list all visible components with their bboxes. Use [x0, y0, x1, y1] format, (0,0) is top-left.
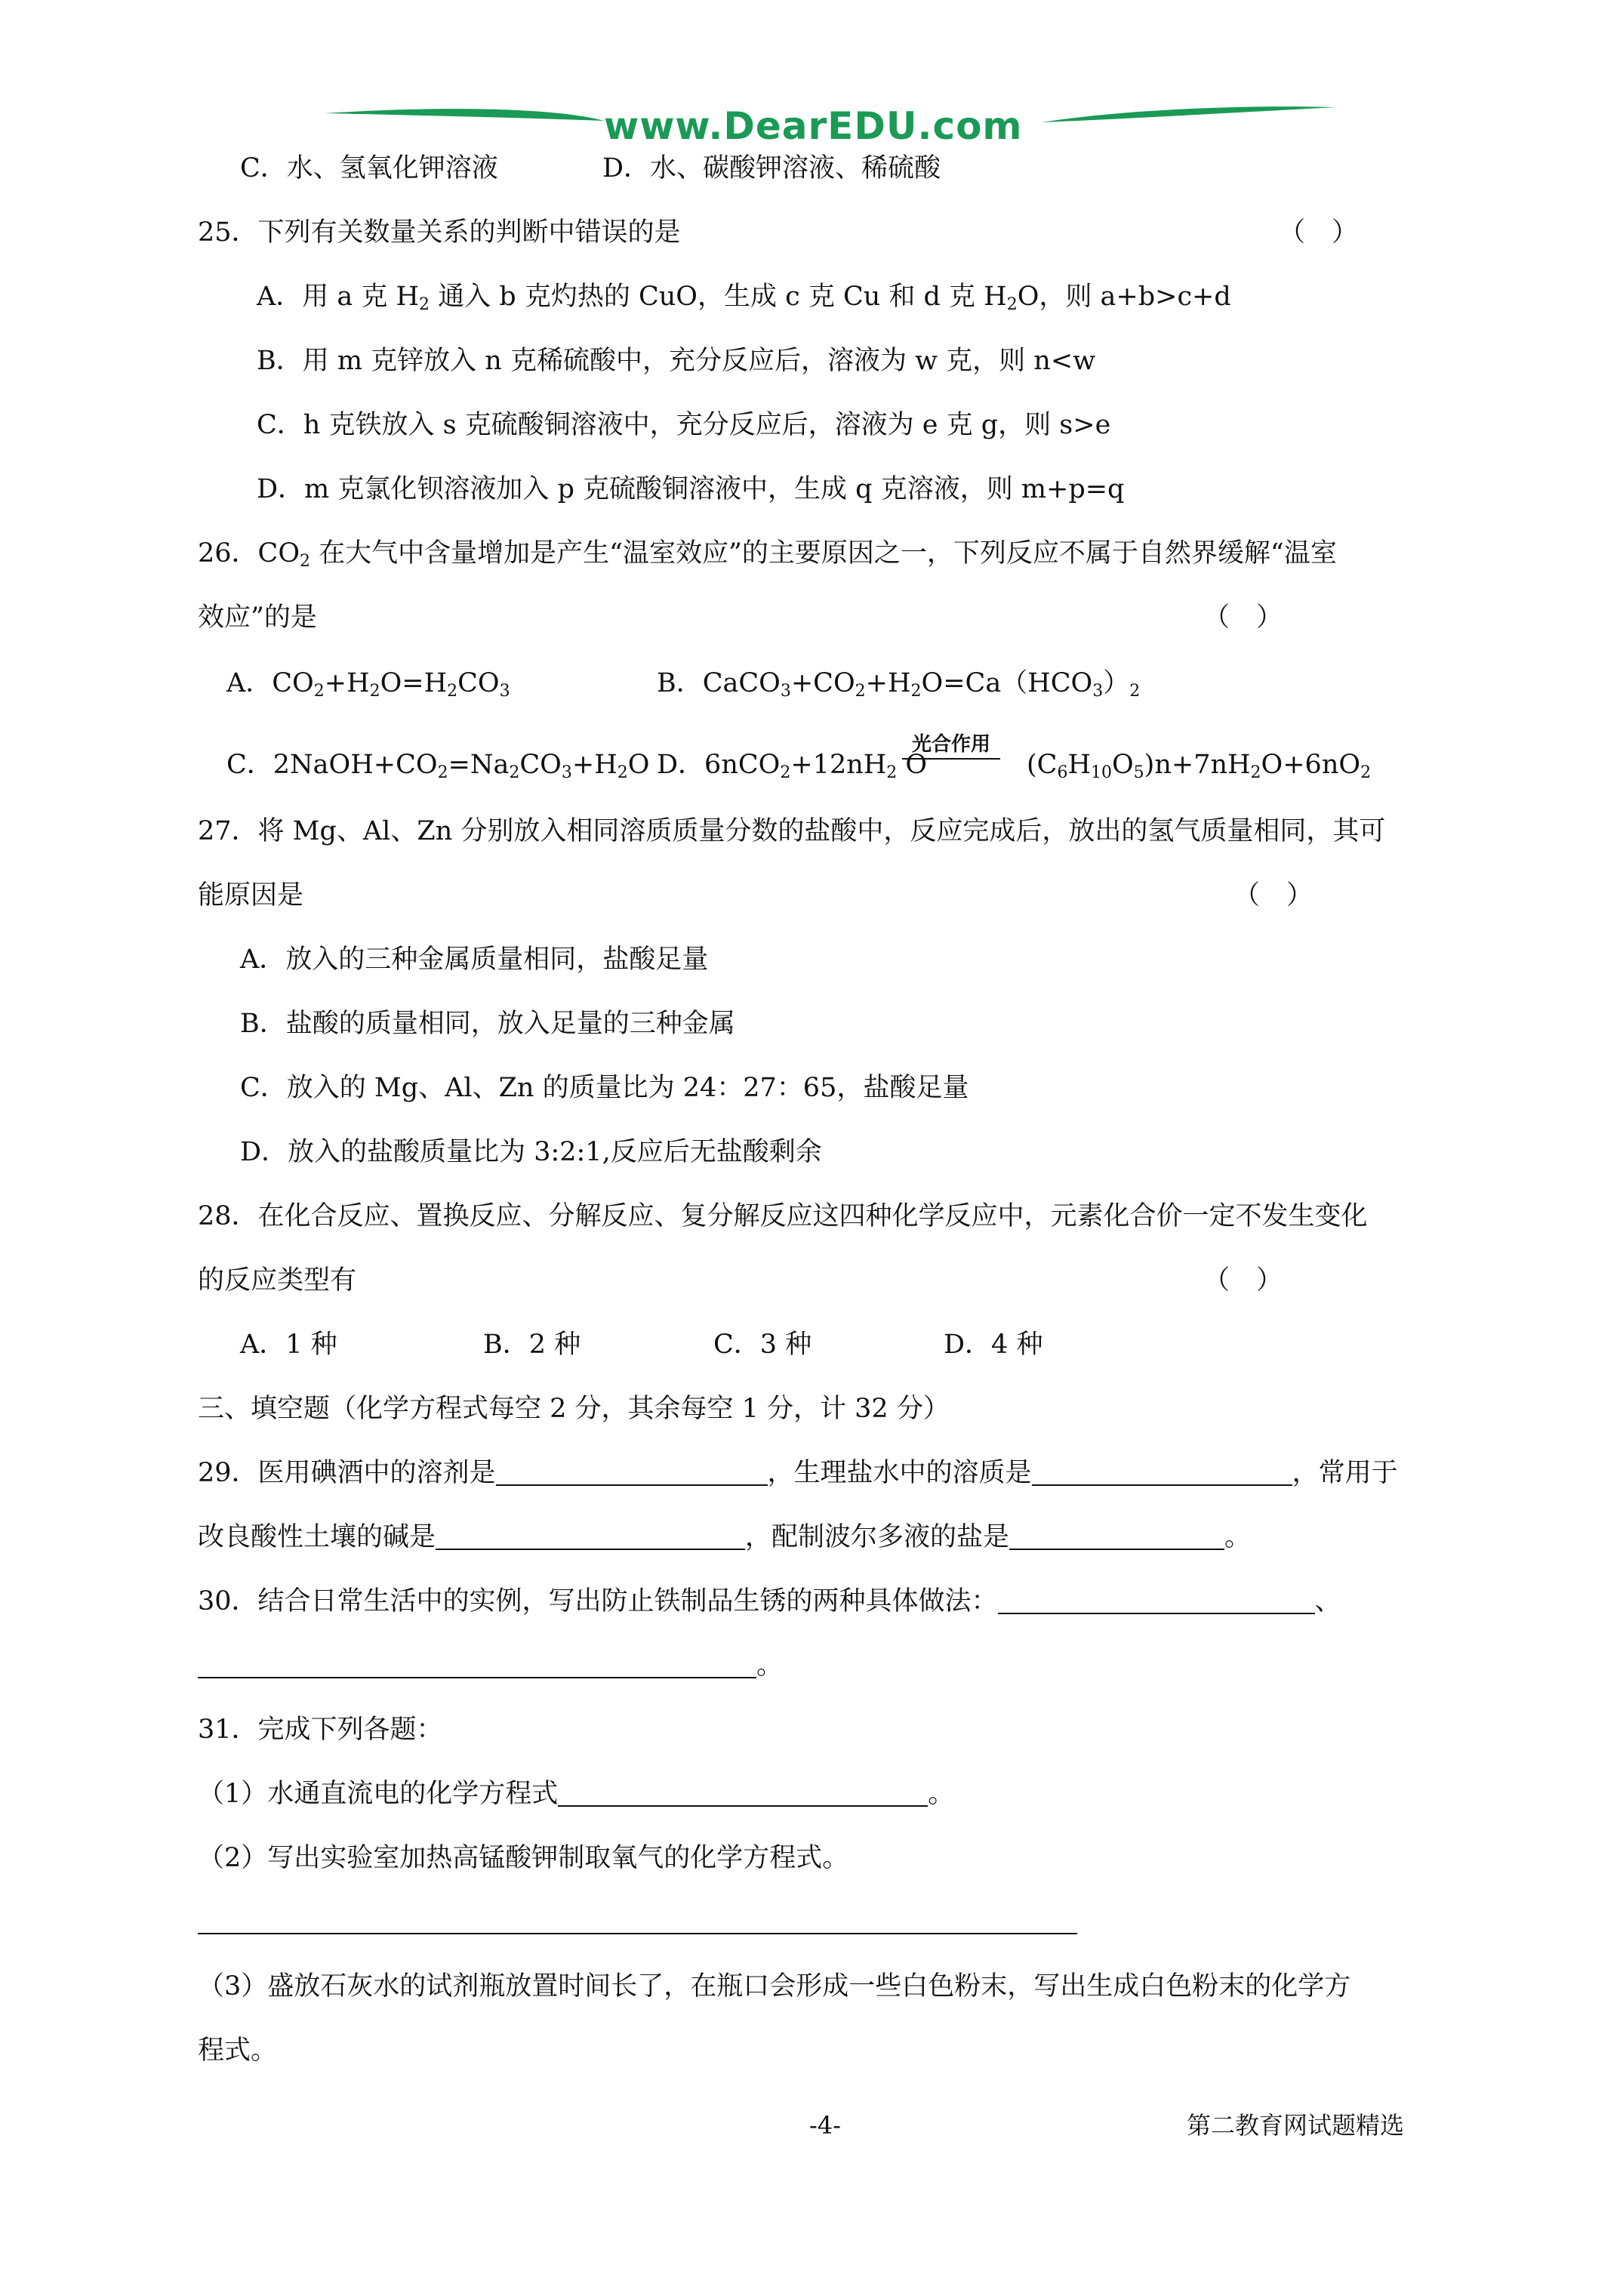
q27-option-c: C．放入的 Mg、Al、Zn 的质量比为 24：27：65，盐酸足量 [240, 1073, 969, 1103]
q25-answer-paren: （ ） [1279, 217, 1359, 248]
q26-reaction-arrow [902, 758, 1000, 760]
q31-sub3-line1: （3）盛放石灰水的试剂瓶放置时间长了，在瓶口会形成一些白色粉末，写出生成白色粉末的化学方 [198, 1971, 1351, 2002]
q24-option-d: D．水、碳酸钾溶液、稀硫酸 [602, 153, 941, 183]
q26-option-b: B．$CaCO_3+CO_2+H_2O=Ca(HCO_3)_2$ [657, 668, 1141, 701]
q30-line1: 30．结合日常生活中的实例，写出防止铁制品生锈的两种具体做法： 、 [198, 1586, 1341, 1616]
q29-blank-base[interactable] [436, 1523, 745, 1550]
section-3-title: 三、填空题（化学方程式每空 2 分，其余每空 1 分，计 32 分） [198, 1394, 950, 1424]
q26-answer-paren: （ ） [1203, 603, 1283, 633]
q26-arrow-label: 光合作用 [911, 733, 990, 756]
q27-option-b: B．盐酸的质量相同，放入足量的三种金属 [240, 1009, 735, 1039]
q30-blank-method2[interactable] [198, 1651, 756, 1678]
q28-stem-line2: 的反应类型有 [198, 1265, 357, 1296]
q27-stem-line1: 27．将 Mg、Al、Zn 分别放入相同溶质质量分数的盐酸中，反应完成后，放出的氢气质量相同，其可 [198, 816, 1386, 846]
q31-stem: 31．完成下列各题： [198, 1715, 443, 1745]
q29-blank-solute[interactable] [1032, 1459, 1292, 1486]
q31-sub1: （1）水通直流电的化学方程式 。 [198, 1779, 955, 1809]
q29-blank-salt[interactable] [1009, 1523, 1224, 1550]
q29-line2: 改良酸性土壤的碱是 ，配制波尔多液的盐是 。 [198, 1522, 1252, 1552]
q31-sub2: （2）写出实验室加热高锰酸钾制取氧气的化学方程式。 [198, 1843, 849, 1873]
q28-option-d: D．4 种 [944, 1330, 1043, 1360]
q28-option-b: B．2 种 [483, 1330, 581, 1360]
q28-option-c: C．3 种 [713, 1330, 812, 1360]
q25-option-b: B．用 m 克锌放入 n 克稀硫酸中，充分反应后，溶液为 w 克，则 n<w [257, 346, 1096, 376]
q25-option-c: C．h 克铁放入 s 克硫酸铜溶液中，充分反应后，溶液为 e 克 g，则 s>e [257, 410, 1111, 440]
q25-option-a: A．用 a 克 $H_2$ 通入 b 克灼热的 CuO，生成 c 克 Cu 和 d 克 $H_2O$，则 a+b>c+d [257, 282, 1231, 314]
q26-option-a: A．$CO_2+H_2O=H_2CO_3$ [226, 668, 510, 701]
q26-stem-line2: 效应”的是 [198, 603, 317, 633]
q25-stem: 25．下列有关数量关系的判断中错误的是 [198, 217, 681, 248]
q27-option-a: A．放入的三种金属质量相同，盐酸足量 [240, 945, 709, 975]
q27-answer-paren: （ ） [1233, 880, 1313, 911]
q29-line1: 29．医用碘酒中的溶剂是 ，生理盐水中的溶质是 ，常用于 [198, 1458, 1398, 1488]
q26-option-c: C．$2NaOH+CO_2=Na_2CO_3+H_2O$ [226, 750, 650, 782]
q26-option-d-left: D．$6nCO_2+12nH_2$ O [657, 750, 928, 782]
q28-answer-paren: （ ） [1203, 1265, 1283, 1296]
q31-blank-electrolysis[interactable] [558, 1780, 928, 1807]
q28-stem-line1: 28．在化合反应、置换反应、分解反应、复分解反应这四种化学反应中，元素化合价一定不发生变化 [198, 1201, 1368, 1231]
q26-stem-line1: 26．$CO_2$ 在大气中含量增加是产生“温室效应”的主要原因之一，下列反应不属于自然界缓解“温室 [198, 538, 1337, 571]
q31-sub3-line2: 程式。 [198, 2036, 278, 2066]
q27-option-d: D．放入的盐酸质量比为 3:2:1,反应后无盐酸剩余 [240, 1137, 822, 1167]
site-url: www.DearEDU.com [604, 104, 1023, 148]
q28-option-a: A．1 种 [240, 1330, 337, 1360]
page-number: -4- [809, 2111, 841, 2140]
q24-option-c: C．水、氢氧化钾溶液 [240, 153, 498, 183]
q27-stem-line2: 能原因是 [198, 880, 304, 911]
q30-blank-method1[interactable] [998, 1587, 1315, 1614]
q25-option-d: D．m 克氯化钡溶液加入 p 克硫酸铜溶液中，生成 q 克溶液，则 m+p=q [257, 474, 1125, 504]
footer-source: 第二教育网试题精选 [1187, 2111, 1405, 2140]
q31-blank-kmno4-equation[interactable] [198, 1933, 1077, 1934]
q29-blank-solvent[interactable] [496, 1459, 768, 1486]
header-banner [317, 97, 1344, 157]
q30-line2: 。 [198, 1648, 783, 1683]
q26-option-d-right: $(C_6H_{10}O_5)n+7nH_2O+6nO_2$ [1027, 750, 1372, 782]
